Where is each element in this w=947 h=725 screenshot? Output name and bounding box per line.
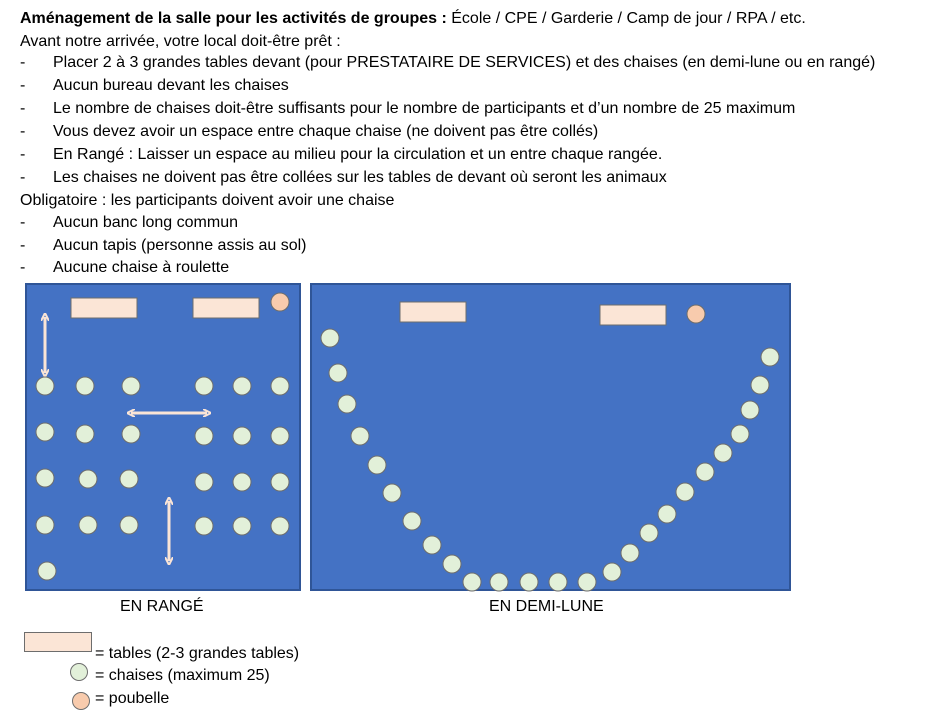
- chair-shape: [403, 512, 421, 530]
- dash: -: [20, 54, 26, 71]
- chair-shape: [195, 377, 213, 395]
- rule-text: Placer 2 à 3 grandes tables devant (pour PRESTATAIRE DE SERVICES) et des chaises (en demi-lune ou en rangé): [53, 54, 876, 71]
- room-half-moon-diagram: [310, 283, 791, 591]
- chair-shape: [271, 427, 289, 445]
- dash: -: [20, 100, 26, 117]
- chair-shape: [122, 425, 140, 443]
- chair-shape: [36, 516, 54, 534]
- chair-shape: [36, 469, 54, 487]
- chair-shape: [120, 516, 138, 534]
- title-bold: Aménagement de la salle pour les activités de groupes :: [20, 10, 447, 27]
- mandatory-text: Aucun tapis (personne assis au sol): [53, 237, 307, 254]
- chair-shape: [463, 573, 481, 591]
- caption-rows: EN RANGÉ: [120, 598, 204, 615]
- table-shape: [600, 305, 666, 325]
- chair-shape: [76, 425, 94, 443]
- rule-text: Aucun bureau devant les chaises: [53, 77, 289, 94]
- chair-shape: [383, 484, 401, 502]
- dash: -: [20, 123, 26, 140]
- chair-shape: [520, 573, 538, 591]
- table-shape: [400, 302, 466, 322]
- title-rest: École / CPE / Garderie / Camp de jour / RPA / etc.: [446, 10, 806, 27]
- dash: -: [20, 77, 26, 94]
- legend-tables: = tables (2-3 grandes tables): [95, 645, 300, 662]
- intro-text: Avant notre arrivée, votre local doit-être prêt :: [20, 33, 341, 50]
- chair-shape: [271, 377, 289, 395]
- chair-shape: [368, 456, 386, 474]
- legend-table-swatch: [24, 632, 92, 652]
- chair-shape: [79, 516, 97, 534]
- legend-chair-swatch: [70, 663, 88, 681]
- chair-shape: [321, 329, 339, 347]
- chair-shape: [751, 376, 769, 394]
- chair-shape: [351, 427, 369, 445]
- dash: -: [20, 237, 26, 254]
- table-shape: [71, 298, 137, 318]
- chair-shape: [76, 377, 94, 395]
- dash: -: [20, 169, 26, 186]
- half-moon-layout-svg: [312, 285, 793, 593]
- caption-half-moon: EN DEMI-LUNE: [489, 598, 604, 615]
- chair-shape: [36, 423, 54, 441]
- table-shape: [193, 298, 259, 318]
- chair-shape: [38, 562, 56, 580]
- dash: -: [20, 214, 26, 231]
- chair-shape: [195, 517, 213, 535]
- legend-trash: = poubelle: [95, 690, 170, 707]
- mandatory-intro: Obligatoire : les participants doivent avoir une chaise: [20, 192, 395, 209]
- chair-shape: [36, 377, 54, 395]
- chair-shape: [549, 573, 567, 591]
- chair-shape: [271, 473, 289, 491]
- chair-shape: [120, 470, 138, 488]
- chair-shape: [338, 395, 356, 413]
- chair-shape: [233, 427, 251, 445]
- chair-shape: [443, 555, 461, 573]
- mandatory-text: Aucune chaise à roulette: [53, 259, 230, 276]
- chair-shape: [761, 348, 779, 366]
- chair-shape: [195, 427, 213, 445]
- chair-shape: [741, 401, 759, 419]
- chair-shape: [731, 425, 749, 443]
- trash-shape: [687, 305, 705, 323]
- chair-shape: [122, 377, 140, 395]
- room-rows-diagram: [25, 283, 301, 591]
- chair-shape: [271, 517, 289, 535]
- legend-trash-swatch: [72, 692, 90, 710]
- mandatory-text: Aucun banc long commun: [53, 214, 238, 231]
- chair-shape: [578, 573, 596, 591]
- chair-shape: [195, 473, 213, 491]
- legend-chairs: = chaises (maximum 25): [95, 667, 270, 684]
- chair-shape: [621, 544, 639, 562]
- chair-shape: [233, 473, 251, 491]
- chair-shape: [329, 364, 347, 382]
- chair-shape: [640, 524, 658, 542]
- chair-shape: [676, 483, 694, 501]
- page-title: [20, 8, 806, 31]
- dash: -: [20, 146, 26, 163]
- rule-text: Vous devez avoir un espace entre chaque chaise (ne doivent pas être collés): [53, 123, 599, 140]
- chair-shape: [714, 444, 732, 462]
- chair-shape: [423, 536, 441, 554]
- trash-shape: [271, 293, 289, 311]
- rule-text: Le nombre de chaises doit-être suffisants pour le nombre de participants et d’un nombre de 25 maximum: [53, 100, 796, 117]
- rows-layout-svg: [27, 285, 303, 593]
- chair-shape: [658, 505, 676, 523]
- rule-text: Les chaises ne doivent pas être collées sur les tables de devant où seront les animaux: [53, 169, 667, 186]
- chair-shape: [603, 563, 621, 581]
- chair-shape: [233, 517, 251, 535]
- dash: -: [20, 259, 26, 276]
- chair-shape: [79, 470, 97, 488]
- chair-shape: [696, 463, 714, 481]
- chair-shape: [233, 377, 251, 395]
- rule-text: En Rangé : Laisser un espace au milieu pour la circulation et un entre chaque rangée.: [53, 146, 663, 163]
- chair-shape: [490, 573, 508, 591]
